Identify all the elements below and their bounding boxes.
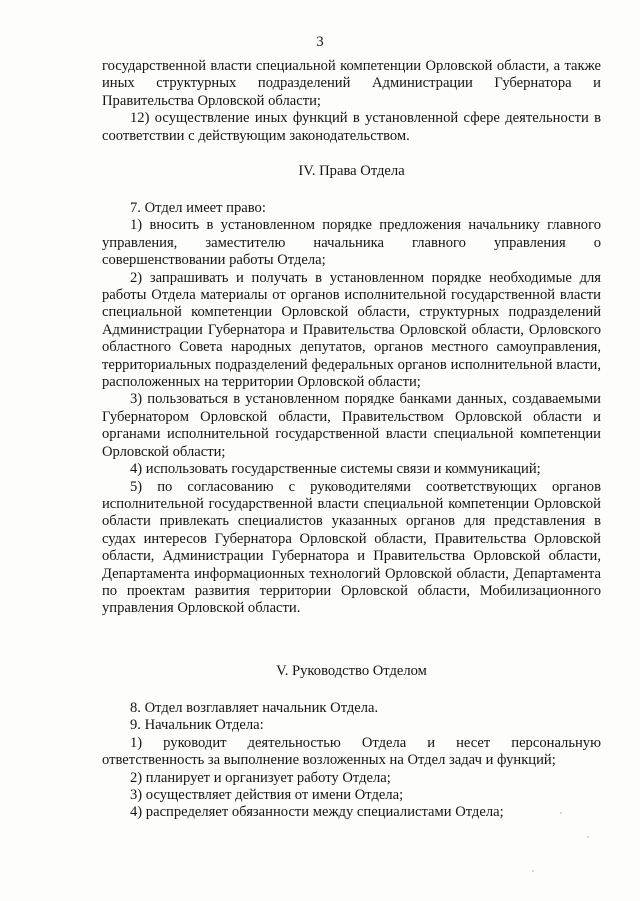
paragraph-7: 7. Отдел имеет право:	[130, 200, 266, 216]
section-title-rights: IV. Права Отдела	[298, 163, 405, 179]
paragraph-continuation: государственной власти специальной компетенции Орловской области, а также иных структурных подразделений Администрации Губернатора и Правительства Орловской области;	[102, 58, 601, 109]
paragraph-duty-1: 1) руководит деятельностью Отдела и несет персональную ответственность за выполнение возложенных на Отдел задач и функций;	[102, 734, 601, 769]
section-title-management: V. Руководство Отделом	[276, 663, 427, 679]
block-management	[102, 700, 601, 822]
scan-speck	[560, 812, 562, 814]
scan-speck	[587, 836, 589, 838]
paragraph-right-3: 3) пользоваться в установленном порядке банками данных, создаваемыми Губернатором Орловской области, Правительством Орловской области и органами исполнительной государственной власти специальной компетенции Орловской области;	[102, 391, 601, 460]
paragraph-right-5: 5) по согласованию с руководителями соответствующих органов исполнительной государственной власти специальной компетенции Орловской области привлекать специалистов указанных органов для представления в судах интересов Губернатора Орловской области, Правительства Орловской области, Администрации Губернатора и Правительства Орловской области, Департамента информационных технологий Орловской области, Департамента по проектам развития территории Орловской области, Мобилизационного управления Орловской области.	[102, 478, 601, 617]
paragraph-duty-3: 3) осуществляет действия от имени Отдела;	[130, 787, 404, 804]
paragraph-8: 8. Отдел возглавляет начальник Отдела.	[130, 700, 379, 716]
paragraph-9: 9. Начальник Отдела:	[130, 717, 264, 734]
page-number: 3	[316, 34, 324, 50]
paragraph-item-12: 12) осуществление иных функций в установленной сфере деятельности в соответствии с действующим законодательством.	[102, 110, 601, 144]
paragraph-right-4: 4) использовать государственные системы связи и коммуникаций;	[130, 461, 541, 478]
block-rights	[102, 200, 601, 618]
block-continuation	[102, 58, 601, 145]
paragraph-duty-2: 2) планирует и организует работу Отдела;	[130, 769, 391, 786]
paragraph-right-1: 1) вносить в установленном порядке предложения начальнику главного управления, заместителю начальника главного управления о совершенствовании работы Отдела;	[102, 217, 601, 269]
paragraph-duty-4: 4) распределяет обязанности между специалистами Отдела;	[130, 804, 504, 821]
scan-speck	[532, 870, 534, 872]
paragraph-right-2: 2) запрашивать и получать в установленном порядке необходимые для работы Отдела материалы от органов исполнительной государственной власти специальной компетенции Орловской области, структурных подразделений Администрации Губернатора и Правительства Орловской области, Орловского областного Совета народных депутатов, органов местного самоуправления, территориальных подразделений федеральных органов исполнительной власти, расположенных на территории Орловской области;	[102, 269, 601, 391]
